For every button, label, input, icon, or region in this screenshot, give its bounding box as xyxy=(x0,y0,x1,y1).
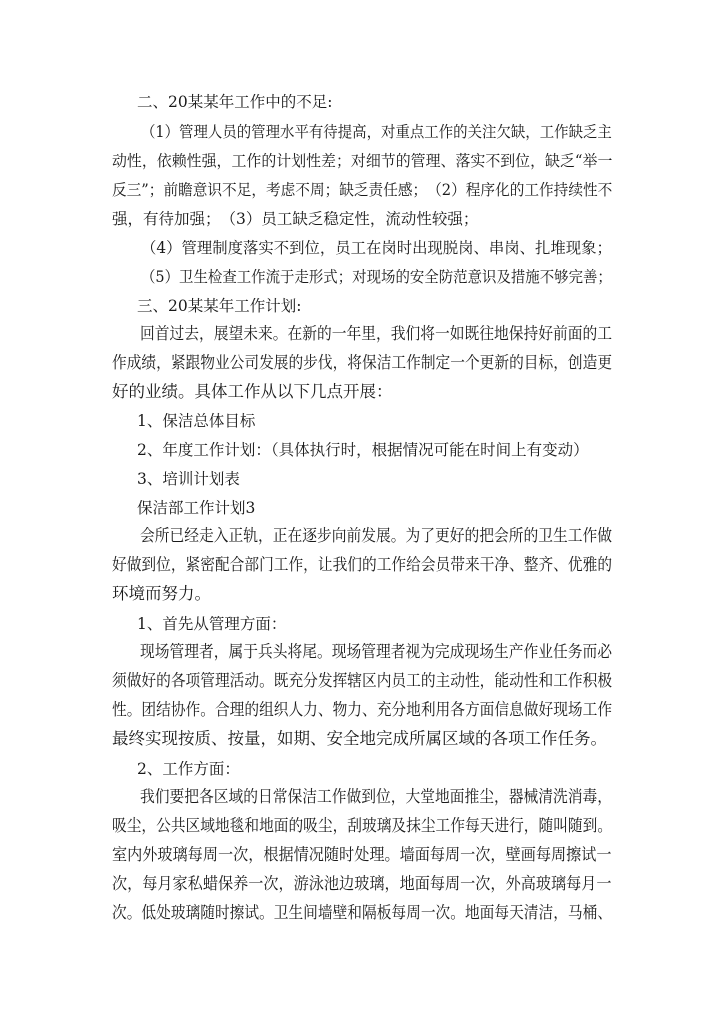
paragraph-line: 动性，依赖性强，工作的计划性差；对细节的管理、落实不到位，缺乏“举一 xyxy=(112,152,613,170)
paragraph-line: 性。团结协作。合理的组织人力、物力、充分地利用各方面信息做好现场工作 xyxy=(112,700,613,719)
paragraph-line: 强，有待加强； （3）员工缺乏稳定性，流动性较强； xyxy=(112,210,479,228)
paragraph-line: 作成绩，紧跟物业公司发展的步伐，将保洁工作制定一个更新的目标，创造更 xyxy=(112,353,613,372)
list-item: 1、首先从管理方面： xyxy=(137,615,287,633)
list-item: 2、年度工作计划：（具体执行时，根据情况可能在时间上有变动） xyxy=(137,441,589,459)
paragraph-line: 室内外玻璃每周一次，根据情况随时处理。墙面每周一次，壁画每周擦试一 xyxy=(112,845,612,864)
paragraph-line: 现场管理者，属于兵头将尾。现场管理者视为完成现场生产作业任务而必 xyxy=(140,642,612,661)
paragraph-line: 须做好的各项管理活动。既充分发挥辖区内员工的主动性，能动性和工作积极 xyxy=(112,671,613,690)
subheading-plan-3: 保洁部工作计划3 xyxy=(137,499,256,517)
list-item: 1、保洁总体目标 xyxy=(137,412,256,430)
paragraph-line: 次。低处玻璃随时擦试。卫生间墙壁和隔板每周一次。地面每天清洁，马桶、 xyxy=(112,903,613,922)
list-item: 2、工作方面： xyxy=(137,760,240,778)
paragraph-line: 好的业绩。具体工作从以下几点开展： xyxy=(112,382,393,401)
paragraph-line: 环境而努力。 xyxy=(112,584,211,603)
paragraph-line: 最终实现按质、按量，如期、安全地完成所属区域的各项工作任务。 xyxy=(112,729,607,748)
paragraph-line: 反三”；前瞻意识不足，考虑不周；缺乏责任感； （2）程序化的工作持续性不 xyxy=(112,181,613,199)
paragraph-line: 次，每月家私蜡保养一次，游泳池边玻璃，地面每周一次，外高玻璃每月一 xyxy=(112,874,612,893)
paragraph-line: （4）管理制度落实不到位，员工在岗时出现脱岗、串岗、扎堆现象； xyxy=(141,239,612,257)
section-heading-shortcomings: 二、20某某年工作中的不足: xyxy=(137,93,333,111)
section-heading-plan: 三、20某某年工作计划: xyxy=(137,297,302,315)
paragraph-line: 吸尘，公共区域地毯和地面的吸尘，刮玻璃及抹尘工作每天进行，随叫随到。 xyxy=(112,816,613,835)
paragraph-line: （5）卫生检查工作流于走形式；对现场的安全防范意识及措施不够完善； xyxy=(141,268,612,286)
paragraph-line: （1）管理人员的管理水平有待提高，对重点工作的关注欠缺，工作缺乏主 xyxy=(141,123,612,141)
paragraph-line: 我们要把各区域的日常保洁工作做到位，大堂地面推尘，器械清洗消毒， xyxy=(140,787,612,806)
paragraph-line: 会所已经走入正轨，正在逐步向前发展。为了更好的把会所的卫生工作做 xyxy=(140,526,612,545)
list-item: 3、培训计划表 xyxy=(137,470,240,488)
paragraph-line: 回首过去，展望未来。在新的一年里，我们将一如既往地保持好前面的工 xyxy=(140,324,612,343)
paragraph-line: 好做到位，紧密配合部门工作，让我们的工作给会员带来干净、整齐、优雅的 xyxy=(112,555,613,574)
